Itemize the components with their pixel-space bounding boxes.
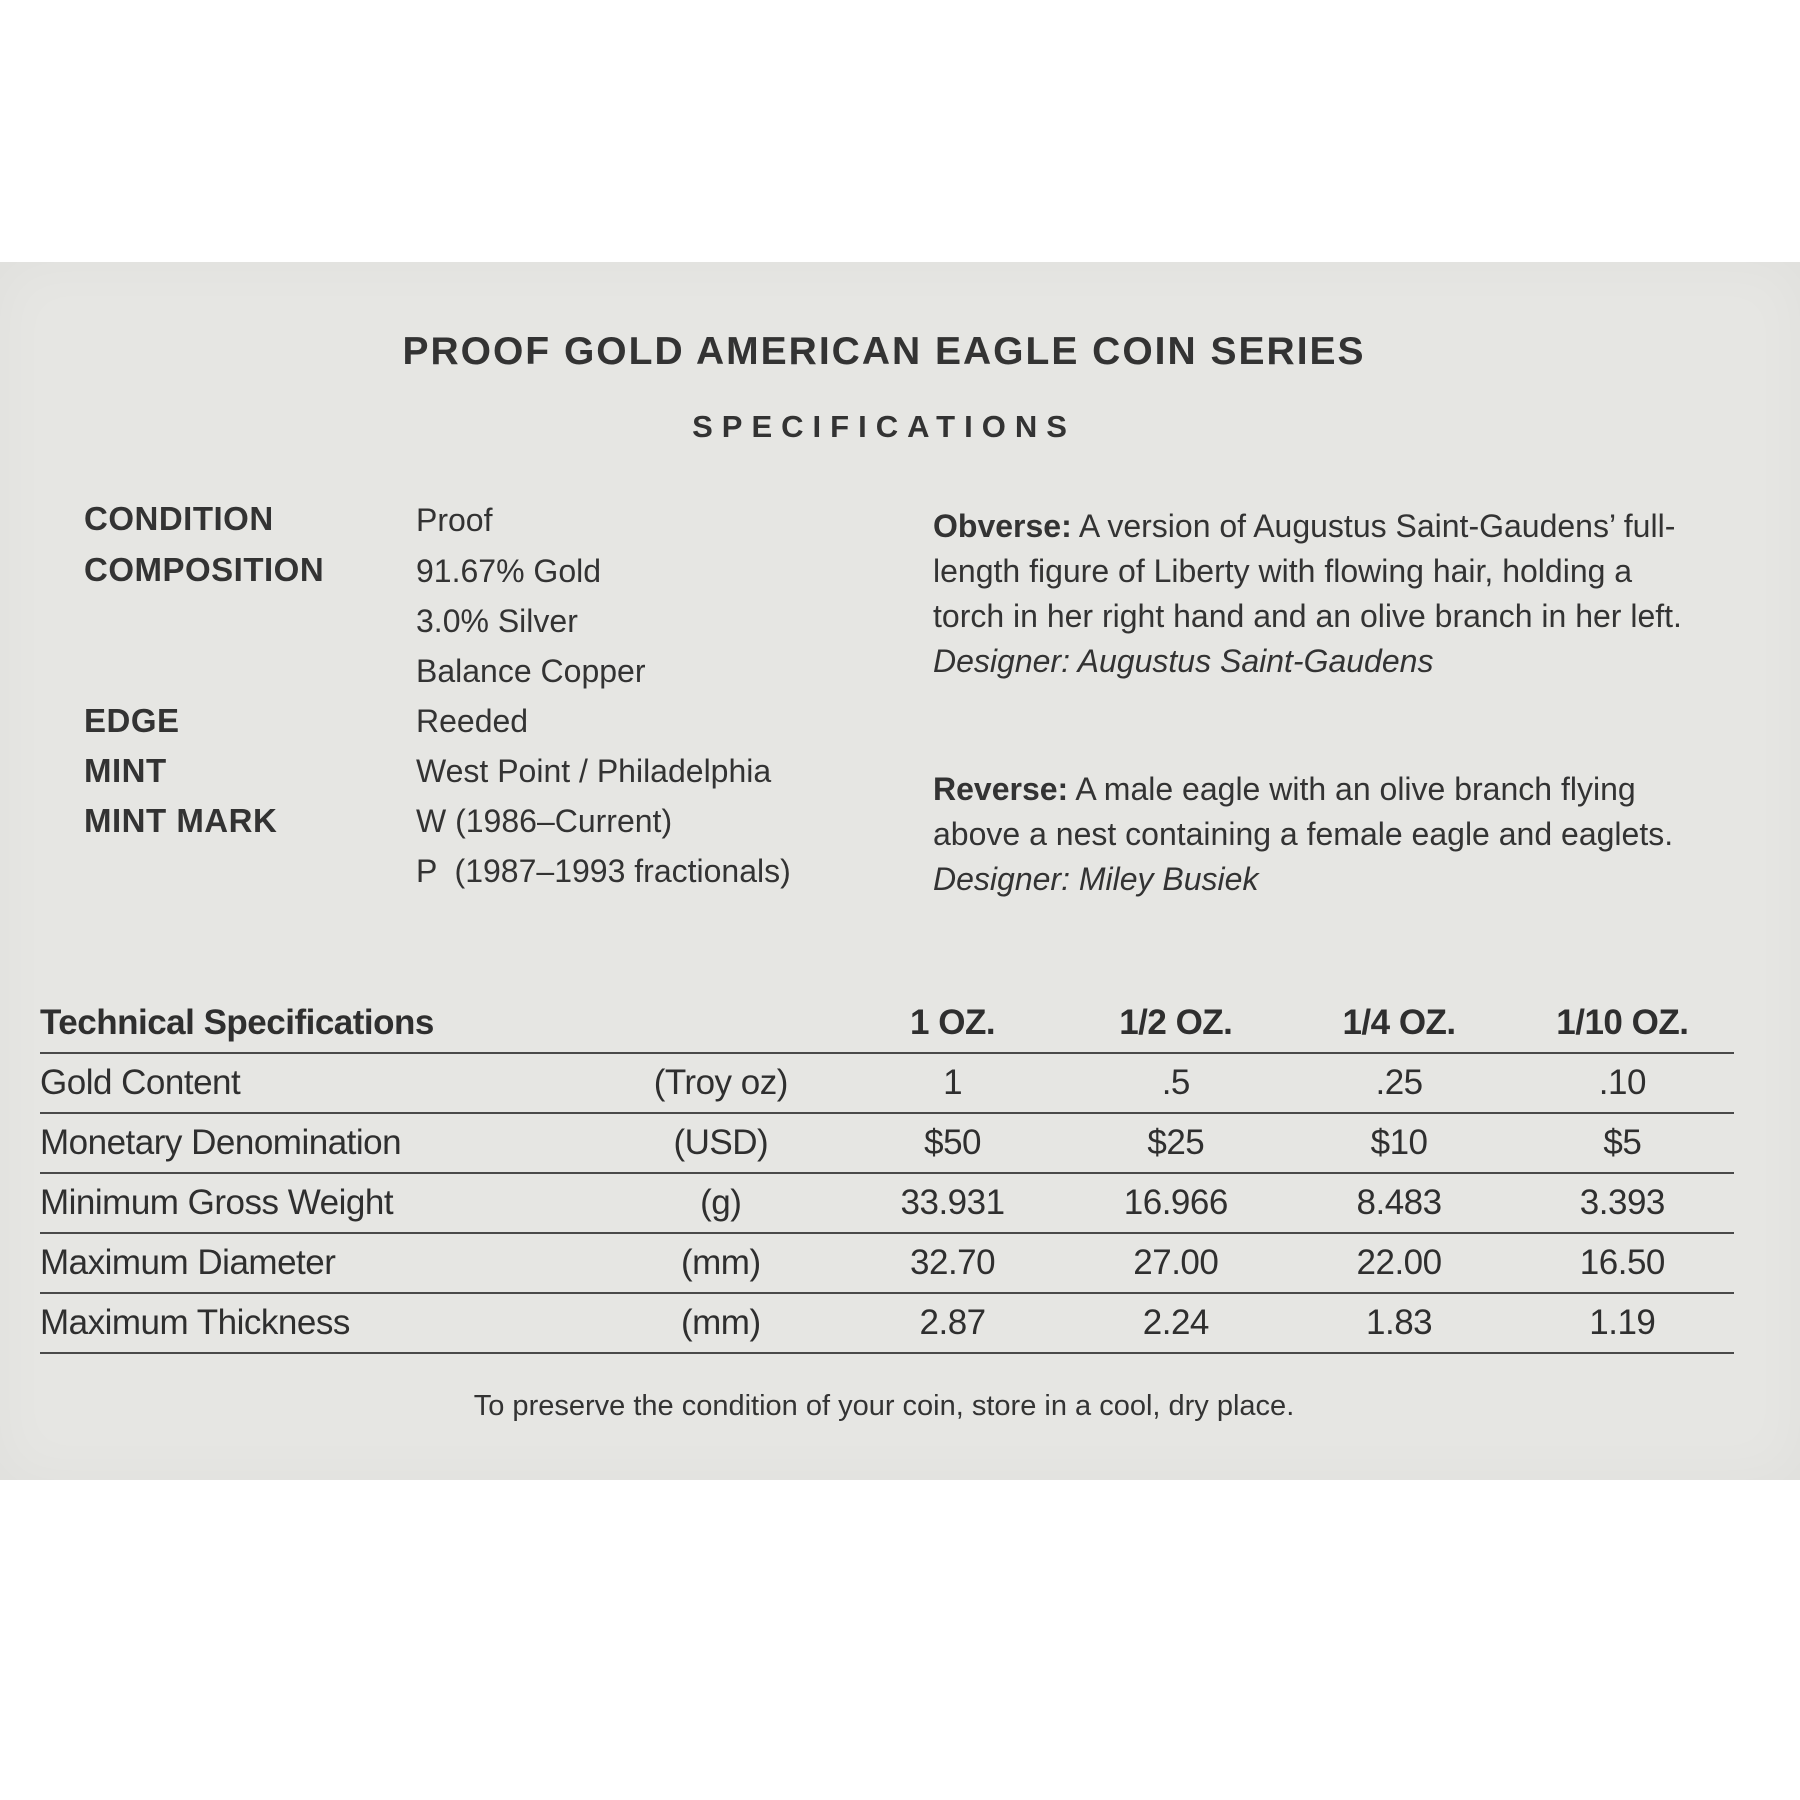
row-unit: (Troy oz) [601, 1053, 841, 1113]
table-heading: Technical Specifications [40, 994, 841, 1053]
spec-value-mint-mark-p: P (1987–1993 fractionals) [416, 853, 791, 889]
column-header-tenth-oz: 1/10 OZ. [1511, 994, 1734, 1053]
table-cell: .5 [1064, 1053, 1287, 1113]
table-row [40, 1173, 1734, 1233]
row-unit: (USD) [601, 1113, 841, 1173]
table-cell: $10 [1287, 1113, 1510, 1173]
spec-value-composition-copper: Balance Copper [416, 653, 646, 689]
row-unit: (mm) [601, 1233, 841, 1293]
table-cell: 22.00 [1287, 1233, 1510, 1293]
table-header-row [40, 994, 1734, 1053]
table-cell: 1.83 [1287, 1293, 1510, 1353]
table-row [40, 1233, 1734, 1293]
table-cell: 3.393 [1511, 1173, 1734, 1233]
table-cell: 2.87 [841, 1293, 1064, 1353]
specification-card [0, 262, 1800, 1480]
row-name: Gold Content [40, 1053, 601, 1113]
table-cell: $5 [1511, 1113, 1734, 1173]
table-cell: 32.70 [841, 1233, 1064, 1293]
reverse-designer: Designer: Miley Busiek [933, 861, 1259, 897]
card-title: PROOF GOLD AMERICAN EAGLE COIN SERIES [402, 330, 1366, 373]
care-note: To preserve the condition of your coin, store in a cool, dry place. [473, 1390, 1295, 1422]
spec-label-composition: COMPOSITION [84, 551, 325, 588]
reverse-label: Reverse: [933, 771, 1069, 807]
spec-label-condition: CONDITION [84, 500, 274, 537]
table-cell: .10 [1511, 1053, 1734, 1113]
row-name: Maximum Diameter [40, 1233, 601, 1293]
table-row [40, 1113, 1734, 1173]
table-cell: 8.483 [1287, 1173, 1510, 1233]
obverse-designer: Designer: Augustus Saint-Gaudens [933, 643, 1434, 679]
spec-value-edge: Reeded [416, 703, 529, 739]
table-row [40, 1053, 1734, 1113]
spec-label-edge: EDGE [84, 702, 180, 739]
column-header-quarter-oz: 1/4 OZ. [1287, 994, 1510, 1053]
table-cell: $25 [1064, 1113, 1287, 1173]
row-name: Minimum Gross Weight [40, 1173, 601, 1233]
column-header-half-oz: 1/2 OZ. [1064, 994, 1287, 1053]
table-cell: 1.19 [1511, 1293, 1734, 1353]
spec-value-composition-silver: 3.0% Silver [416, 603, 578, 639]
technical-specifications-table [40, 994, 1734, 1354]
spec-label-mint: MINT [84, 752, 167, 789]
table-cell: .25 [1287, 1053, 1510, 1113]
row-name: Monetary Denomination [40, 1113, 601, 1173]
table-cell: 16.50 [1511, 1233, 1734, 1293]
table-cell: 33.931 [841, 1173, 1064, 1233]
reverse-description [933, 767, 1693, 902]
reverse-text: A male eagle with an olive branch flying above a nest containing a female eagle and eaglets. [933, 771, 1674, 852]
spec-value-condition: Proof [416, 502, 493, 538]
spec-value-mint: West Point / Philadelphia [416, 753, 772, 789]
table-cell: 2.24 [1064, 1293, 1287, 1353]
row-name: Maximum Thickness [40, 1293, 601, 1353]
spec-value-mint-mark-w: W (1986–Current) [416, 803, 673, 839]
spec-label-mint-mark: MINT MARK [84, 802, 278, 839]
obverse-label: Obverse: [933, 508, 1072, 544]
spec-value-composition-gold: 91.67% Gold [416, 553, 602, 589]
table-cell: 27.00 [1064, 1233, 1287, 1293]
row-unit: (g) [601, 1173, 841, 1233]
table-cell: $50 [841, 1113, 1064, 1173]
card-subtitle: SPECIFICATIONS [692, 409, 1076, 444]
obverse-description [933, 504, 1693, 684]
table-row [40, 1293, 1734, 1353]
row-unit: (mm) [601, 1293, 841, 1353]
column-header-1oz: 1 OZ. [841, 994, 1064, 1053]
table-cell: 1 [841, 1053, 1064, 1113]
obverse-text: A version of Augustus Saint-Gaudens’ full-length figure of Liberty with flowing hair, holding a torch in her right hand and an olive branch in her left. [933, 508, 1682, 634]
table-cell: 16.966 [1064, 1173, 1287, 1233]
